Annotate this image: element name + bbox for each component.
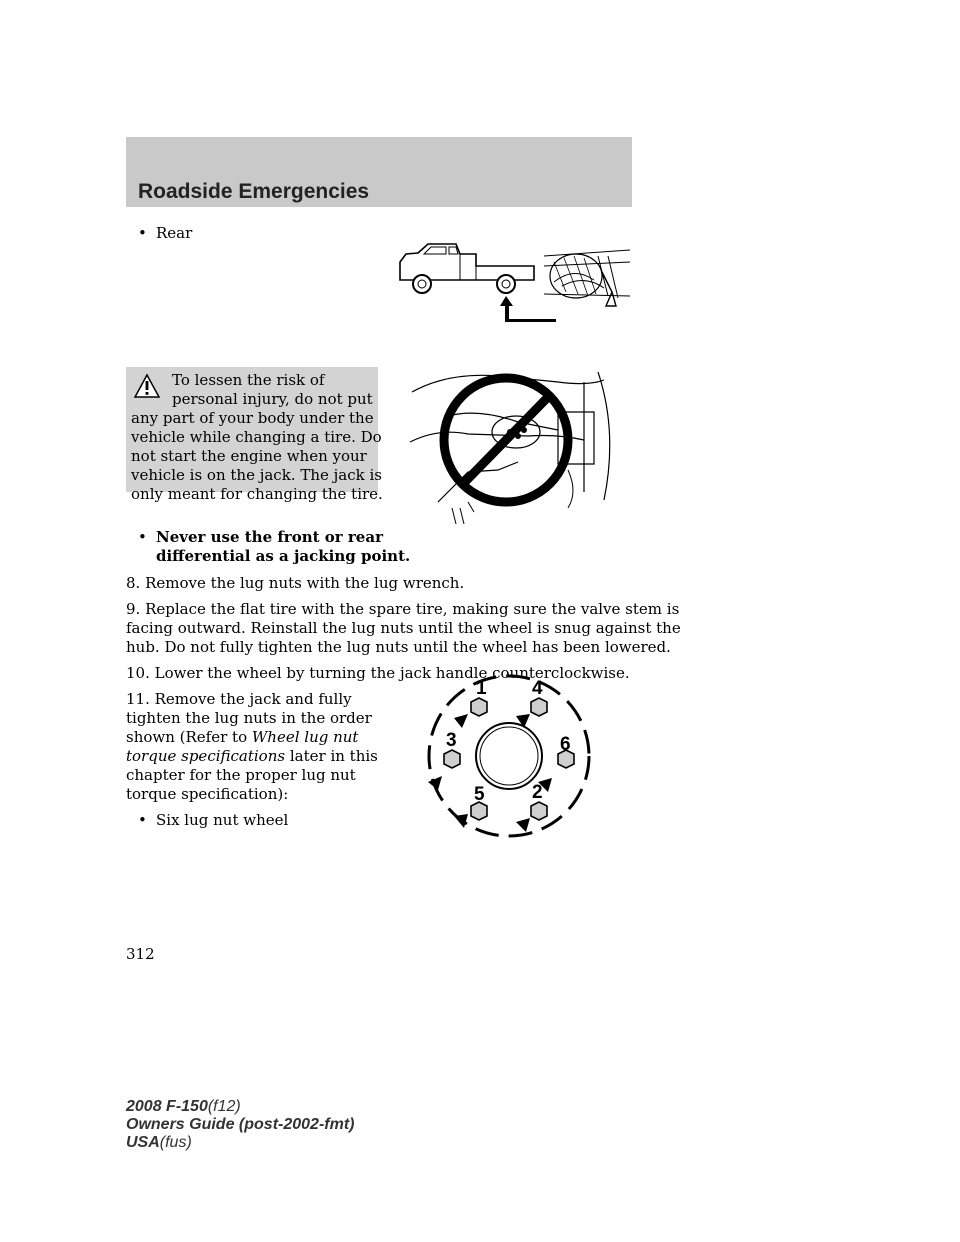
warning-line: any part of your body under the bbox=[131, 409, 374, 427]
footer-line bbox=[126, 1134, 192, 1152]
step-9-line: 9. Replace the flat tire with the spare tire, making sure the valve stem is bbox=[126, 600, 680, 618]
step-11-line: tighten the lug nuts in the order bbox=[126, 709, 372, 727]
step-11-reference-link-text: Wheel lug nut bbox=[251, 728, 359, 746]
footer-market: USA bbox=[126, 1134, 160, 1151]
lug-number-1: 1 bbox=[476, 678, 487, 699]
step-8: 8. Remove the lug nuts with the lug wrench. bbox=[126, 574, 465, 592]
bullet-dot: • bbox=[138, 528, 147, 546]
no-differential-jacking-illustration bbox=[408, 352, 634, 524]
warning-line: not start the engine when your bbox=[131, 447, 367, 465]
step-11-reference-link-text: torque specifications bbox=[126, 747, 286, 765]
six-lug-label: Six lug nut wheel bbox=[156, 811, 289, 829]
step-11-text: shown (Refer to bbox=[126, 728, 252, 746]
footer-code: (f12) bbox=[207, 1098, 241, 1115]
footer-line: Owners Guide (post-2002-fmt) bbox=[126, 1116, 355, 1133]
rear-jack-point-illustration bbox=[394, 236, 634, 328]
step-11-line: chapter for the proper lug nut bbox=[126, 766, 356, 784]
warning-triangle-icon bbox=[133, 373, 161, 399]
lug-number-2: 2 bbox=[532, 782, 543, 803]
step-11-line: torque specification): bbox=[126, 785, 289, 803]
step-9-line: hub. Do not fully tighten the lug nuts until the wheel has been lowered. bbox=[126, 638, 671, 656]
warning-line: vehicle while changing a tire. Do bbox=[131, 428, 382, 446]
warning-line: vehicle is on the jack. The jack is bbox=[131, 466, 382, 484]
caution-bold-line: differential as a jacking point. bbox=[156, 547, 411, 565]
bullet-dot: • bbox=[138, 811, 147, 829]
footer-model: 2008 F-150 bbox=[126, 1098, 208, 1115]
warning-line: personal injury, do not put bbox=[172, 390, 373, 408]
section-title: Roadside Emergencies bbox=[138, 180, 370, 203]
bullet-dot: • bbox=[138, 224, 147, 242]
footer-market-code: (fus) bbox=[159, 1134, 192, 1151]
lug-number-5: 5 bbox=[474, 784, 485, 805]
step-11-line bbox=[126, 728, 358, 747]
lug-number-6: 6 bbox=[560, 734, 571, 755]
step-10: 10. Lower the wheel by turning the jack handle counterclockwise. bbox=[126, 664, 630, 682]
step-11-text: later in this bbox=[289, 747, 378, 765]
caution-bold-line: Never use the front or rear bbox=[156, 528, 383, 546]
lug-number-4: 4 bbox=[532, 678, 543, 699]
step-11-line: 11. Remove the jack and fully bbox=[126, 690, 352, 708]
page-number: 312 bbox=[126, 945, 155, 963]
step-9-line: facing outward. Reinstall the lug nuts until the wheel is snug against the bbox=[126, 619, 681, 637]
footer-line bbox=[126, 1098, 241, 1116]
lug-number-3: 3 bbox=[446, 730, 457, 751]
warning-line: To lessen the risk of bbox=[172, 371, 325, 389]
warning-line: only meant for changing the tire. bbox=[131, 485, 383, 503]
step-11-line bbox=[126, 747, 378, 766]
rear-label: Rear bbox=[156, 224, 193, 242]
lug-nut-order-diagram bbox=[424, 656, 594, 842]
